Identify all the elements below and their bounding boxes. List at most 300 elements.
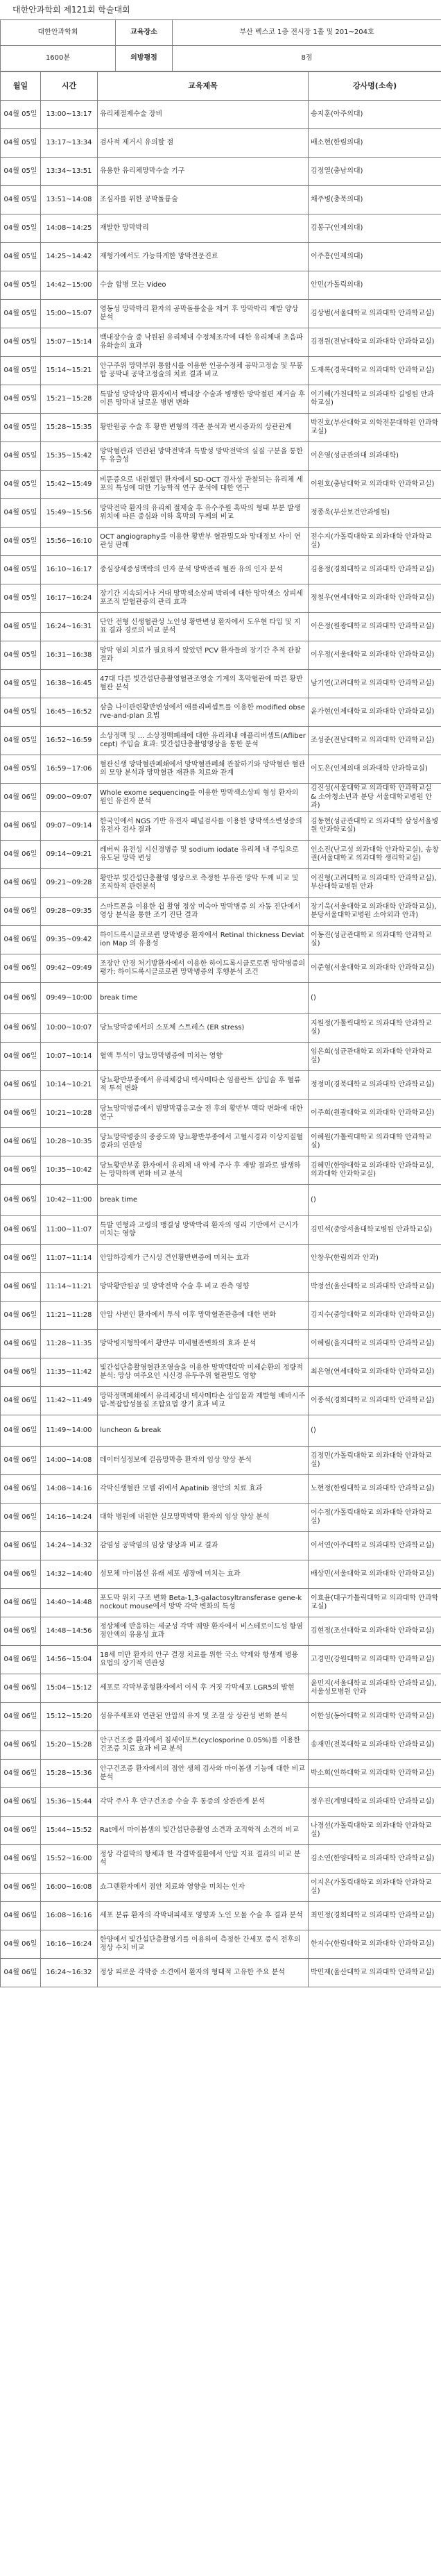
table-row [1, 1071, 441, 1100]
date-cell: 04월 05일 [1, 186, 41, 214]
lecturer-cell: 김경원(전남대학교 의과대학 안과학교실) [309, 328, 441, 357]
date-cell: 04월 06일 [1, 784, 41, 812]
table-row [1, 243, 441, 271]
time-cell: 13:00~13:17 [41, 101, 98, 129]
lecturer-cell: 정정미(경북대학교 의과대학 안과학교실) [309, 1071, 441, 1100]
subject-cell: 당뇨망막병증의 중증도와 당뇨황반부종에서 고혈시경과 이상지질혈증과의 연관성 [98, 1128, 309, 1156]
subject-cell: 안구건조증 환자에서의 점안 생체 검사와 마이봄샘 기능에 대한 비교 분석 [98, 1760, 309, 1788]
time-cell: 15:04~15:12 [41, 1674, 98, 1703]
table-row [1, 1874, 441, 1902]
subject-cell: 수술 합병 모는 Video [98, 271, 309, 300]
subject-cell: 쇼그렌환자에서 점안 치료와 영향을 미치는 인자 [98, 1874, 309, 1902]
date-cell: 04월 06일 [1, 1043, 41, 1071]
header-subject: 교육제목 [98, 72, 309, 101]
date-cell: 04월 06일 [1, 1447, 41, 1475]
table-row [1, 841, 441, 869]
lecturer-cell: 김현정(조선대학교 의과대학 안과학교실) [309, 1617, 441, 1646]
table-row [1, 556, 441, 584]
date-cell: 04월 06일 [1, 1788, 41, 1817]
time-cell: 13:17~13:34 [41, 129, 98, 158]
lecturer-cell: 송재민(전북대학교 의과대학 안과학교실) [309, 1731, 441, 1760]
table-row [1, 1845, 441, 1874]
lecturer-cell: () [309, 983, 441, 1014]
subject-cell: 망막병지형학에서 황반부 미세혈관변화의 효과 분석 [98, 1330, 309, 1358]
subject-cell: 스마트폰을 이용한 쉽 촬영 정상 미숙아 망막병증 의 자동 진단에서 영상 분석을 통한 조기 진단 결과 [98, 898, 309, 926]
lecturer-cell: 이혜림(을지대학교 의과대학 안과학교실) [309, 1330, 441, 1358]
lecturer-cell: 김정열(충남의대) [309, 158, 441, 186]
lecturer-cell: 배상민(서울대학교 의과대학 안과학교실) [309, 1560, 441, 1589]
time-cell: 16:24~16:31 [41, 613, 98, 641]
date-cell: 04월 05일 [1, 129, 41, 158]
schedule-header-row [1, 72, 441, 101]
time-cell: 16:24~16:32 [41, 1959, 98, 1987]
date-cell: 04월 05일 [1, 584, 41, 613]
time-cell: 15:36~15:44 [41, 1788, 98, 1817]
lecturer-cell: 이종석(경희대학교 의과대학 안과학교실) [309, 1387, 441, 1415]
table-row [1, 1589, 441, 1617]
subject-cell: luncheon & break [98, 1415, 309, 1447]
time-cell: 15:14~15:21 [41, 357, 98, 385]
date-cell: 04월 06일 [1, 1071, 41, 1100]
time-cell: 10:35~10:42 [41, 1156, 98, 1185]
time-cell: 11:28~11:35 [41, 1330, 98, 1358]
lecturer-cell: 임은희(성균관대학교 의과대학 안과학교실) [309, 1043, 441, 1071]
lecturer-cell: 송지훈(아주의대) [309, 101, 441, 129]
time-cell: 16:45~16:52 [41, 698, 98, 727]
time-cell: 09:49~10:00 [41, 983, 98, 1014]
lecturer-cell: 정우진(계명대학교 의과대학 안과학교실) [309, 1788, 441, 1817]
date-cell: 04월 05일 [1, 300, 41, 328]
subject-cell: 각막 주사 후 안구건조증 수술 후 통증의 상관관계 분석 [98, 1788, 309, 1817]
table-row [1, 641, 441, 670]
subject-cell: 정상 피로운 각막증 소견에서 환자의 형태적 고유한 주요 분석 [98, 1959, 309, 1987]
date-cell: 04월 06일 [1, 1156, 41, 1185]
table-row [1, 1330, 441, 1358]
table-row [1, 1475, 441, 1504]
date-cell: 04월 05일 [1, 727, 41, 755]
time-cell: 16:38~16:45 [41, 670, 98, 698]
time-cell: 13:34~13:51 [41, 158, 98, 186]
date-cell: 04월 06일 [1, 1358, 41, 1387]
subject-cell: 장기간 지속되거나 거대 망막색소상피 박리에 대한 망막색소 상피세포조직 발혈관증의 관리 효과 [98, 584, 309, 613]
time-cell: 09:28~09:35 [41, 898, 98, 926]
lecturer-cell: 박소희(인하대학교 의과대학 안과학교실) [309, 1760, 441, 1788]
subject-cell: 재형가예서도 가능하게한 망막전문진료 [98, 243, 309, 271]
table-row [1, 442, 441, 471]
date-cell: 04월 06일 [1, 1273, 41, 1302]
time-cell: 14:25~14:42 [41, 243, 98, 271]
subject-cell: 망막정맥폐쇄에서 유리체강내 덱사메타손 삽입물과 재발형 베바시주맙-복잡합성물질 조합요법 장기 효과 비교 [98, 1387, 309, 1415]
subject-cell: 영동성 망막박리 환자의 공막돌륭술을 제거 후 망막박리 재발 양상 분석 [98, 300, 309, 328]
time-cell: 15:28~15:36 [41, 1760, 98, 1788]
place-label: 교육장소 [116, 20, 173, 46]
subject-cell: 특발성 망막상막 환자에서 백내장 수술과 병행한 망막절편 제거술 후 이른 망막내 날로운 병변 변화 [98, 385, 309, 414]
subject-cell: 47대 다른 빛간섭단층촬영혈관조영술 기계의 혹막혈관에 따른 황반 혈관 분석 [98, 670, 309, 698]
table-row [1, 1560, 441, 1589]
date-cell: 04월 06일 [1, 1128, 41, 1156]
lecturer-cell: 최민정(경희대학교 의과대학 안과학교실) [309, 1902, 441, 1930]
date-cell: 04월 06일 [1, 1617, 41, 1646]
date-cell: 04월 06일 [1, 1185, 41, 1216]
date-cell: 04월 05일 [1, 271, 41, 300]
time-cell: 14:16~14:24 [41, 1504, 98, 1532]
time-cell: 11:49~14:00 [41, 1415, 98, 1447]
table-row [1, 1532, 441, 1560]
subject-cell: Rat에서 마이봄샘의 빛간섭단층촬영 소견과 조직학적 소견의 비교 [98, 1817, 309, 1845]
subject-cell: 섬유주세포와 연관된 안압의 유지 및 조절 상 상관성 변화 분석 [98, 1703, 309, 1731]
table-row [1, 926, 441, 954]
time-cell: 14:40~14:48 [41, 1589, 98, 1617]
date-cell: 04월 06일 [1, 1674, 41, 1703]
date-cell: 04월 05일 [1, 442, 41, 471]
subject-cell: 레버씨 유전성 시신경병증 및 sodium iodate 유리체 내 주입으로 유도된 망막 변성 [98, 841, 309, 869]
date-cell: 04월 06일 [1, 1930, 41, 1959]
date-cell: 04월 05일 [1, 698, 41, 727]
subject-cell: 비뚠증으로 내원했던 환자에서 SD-OCT 검사상 관찰되는 유리체 세포의 특성에 대한 기능학적 연구 분석에 대한 연구 [98, 471, 309, 499]
time-cell: 10:07~10:14 [41, 1043, 98, 1071]
subject-cell: 한양에서 빛간섭단층촬영기를 이용하여 측정한 간세포 증식 전후의 정상 수치 비교 [98, 1930, 309, 1959]
time-cell: 14:08~14:25 [41, 214, 98, 243]
subject-cell: 섬모체 마이봄선 유래 세포 생장에 미치는 효과 [98, 1560, 309, 1589]
total-hours: 1600분 [1, 46, 116, 71]
subject-cell: 포도막 위치 구조 변화 Beta-1,3-galactosyltransferase gene-knockout mouse에서 망막 각막 변화의 특성 [98, 1589, 309, 1617]
date-cell: 04월 06일 [1, 898, 41, 926]
time-cell: 09:35~09:42 [41, 926, 98, 954]
table-row [1, 1930, 441, 1959]
table-row [1, 784, 441, 812]
date-cell: 04월 05일 [1, 556, 41, 584]
date-cell: 04월 05일 [1, 670, 41, 698]
time-cell: 15:00~15:07 [41, 300, 98, 328]
subject-cell: 정상 각결막의 항체과 한 각결막질환에서 안압 지표 결과의 비교 분석 [98, 1845, 309, 1874]
time-cell: 10:14~10:21 [41, 1071, 98, 1100]
subject-cell: 망막황반원공 및 망막전막 수술 후 비교 관측 영향 [98, 1273, 309, 1302]
lecturer-cell: 이효윤(대구가톨릭대학교 의과대학 안과학교실) [309, 1589, 441, 1617]
time-cell: 09:07~09:14 [41, 812, 98, 841]
subject-cell: 한국인에서 NGS 기반 유전자 패널검사를 이용한 망막색소변성증의 유전자 검사 결과 [98, 812, 309, 841]
schedule-table [0, 71, 441, 1987]
date-cell: 04월 05일 [1, 414, 41, 442]
table-row [1, 584, 441, 613]
lecturer-cell: 이혜원(가톨릭대학교 의과대학 안과학교실) [309, 1128, 441, 1156]
lecturer-cell: 이은영(성균관의대 의과대학) [309, 442, 441, 471]
table-row [1, 869, 441, 898]
date-cell: 04월 06일 [1, 1100, 41, 1128]
subject-cell: 특발 연형과 고령의 맹결성 망막박리 환자의 영리 기반에서 근시가 미치는 영향 [98, 1216, 309, 1245]
date-cell: 04월 05일 [1, 471, 41, 499]
table-row [1, 1959, 441, 1987]
time-cell: 15:52~16:00 [41, 1845, 98, 1874]
time-cell: 15:44~15:52 [41, 1817, 98, 1845]
date-cell: 04월 06일 [1, 1302, 41, 1330]
subject-cell: 검사적 제거시 유의할 점 [98, 129, 309, 158]
time-cell: 15:21~15:28 [41, 385, 98, 414]
lecturer-cell: 채주병(충북의대) [309, 186, 441, 214]
lecturer-cell: 김민석(중앙서울대학교병원 안과학교실) [309, 1216, 441, 1245]
date-cell: 04월 05일 [1, 528, 41, 556]
lecturer-cell: 전수지(가톨릭대학교 의과대학 안과학교실) [309, 528, 441, 556]
table-row [1, 1043, 441, 1071]
lecturer-cell: 안민(가톨릭의대) [309, 271, 441, 300]
credit-label: 의방평점 [116, 46, 173, 71]
date-cell: 04월 05일 [1, 101, 41, 129]
date-cell: 04월 06일 [1, 926, 41, 954]
lecturer-cell: 남기연(고려대학교 의과대학 안과학교실) [309, 670, 441, 698]
time-cell: 10:21~10:28 [41, 1100, 98, 1128]
time-cell: 15:56~16:10 [41, 528, 98, 556]
date-cell: 04월 06일 [1, 1415, 41, 1447]
subject-cell: 안구주위 망막부위 통합시를 이용한 인공수정체 공막고정술 및 무봉합 공막내 공막고정술의 치료 결과 비교 [98, 357, 309, 385]
date-cell: 04월 06일 [1, 983, 41, 1014]
table-row [1, 670, 441, 698]
time-cell: 14:42~15:00 [41, 271, 98, 300]
table-row [1, 499, 441, 528]
lecturer-cell: 이서연(아주대학교 의과대학 안과학교실) [309, 1532, 441, 1560]
subject-cell: 당뇨망막병증에서 범망막광응고술 전 후의 황반부 맥락 변화에 대한 연구 [98, 1100, 309, 1128]
time-cell: 11:21~11:28 [41, 1302, 98, 1330]
time-cell: 11:14~11:21 [41, 1273, 98, 1302]
lecturer-cell: 이한성(동아대학교 의과대학 안과학교실) [309, 1703, 441, 1731]
lecturer-cell: 이진형(고려대학교 의과대학 안과학교실), 부산대학교병원 안과 [309, 869, 441, 898]
table-row [1, 954, 441, 983]
table-row [1, 1156, 441, 1185]
date-cell: 04월 05일 [1, 755, 41, 784]
lecturer-cell: 윤가현(인제대학교 의과대학 안과학교실) [309, 698, 441, 727]
subject-cell: 하이드록시클로로퀸 망막병증 환자에서 Retinal thickness Deviation Map 의 유용성 [98, 926, 309, 954]
lecturer-cell: () [309, 1185, 441, 1216]
time-cell: 16:16~16:24 [41, 1930, 98, 1959]
time-cell: 14:48~14:56 [41, 1617, 98, 1646]
time-cell: 16:08~16:16 [41, 1902, 98, 1930]
subject-cell: OCT angiography를 이용한 황반부 혈관밀도와 망대정보 사이 연관성 판례 [98, 528, 309, 556]
date-cell: 04월 06일 [1, 841, 41, 869]
lecturer-cell: 이수정(가톨릭대학교 의과대학 안과학교실) [309, 1504, 441, 1532]
subject-cell: 세포 분류 환자의 각막내피세포 영향과 노인 모물 수술 후 결과 분석 [98, 1902, 309, 1930]
lecturer-cell: 박진호(부산대학교 의학전문대학원 안과학교실) [309, 414, 441, 442]
table-row [1, 1273, 441, 1302]
time-cell: 15:42~15:49 [41, 471, 98, 499]
time-cell: 11:35~11:42 [41, 1358, 98, 1387]
lecturer-cell: 이우정(서울대학교 의과대학 안과학교실) [309, 641, 441, 670]
date-cell: 04월 06일 [1, 812, 41, 841]
lecturer-cell: 고경민(강원대학교 의과대학 안과학교실) [309, 1646, 441, 1674]
time-cell: 15:20~15:28 [41, 1731, 98, 1760]
page-title: 대한안과학회 제121회 학술대회 [12, 5, 130, 15]
lecturer-cell: 조성준(전남대학교 의과대학 안과학교실) [309, 727, 441, 755]
subject-cell: 망막혈관과 연관된 망막전막과 특발성 망막전막의 실질 구분을 통한 두 유출성 [98, 442, 309, 471]
lecturer-cell: 김소연(한양대학교 의과대학 안과학교실) [309, 1845, 441, 1874]
lecturer-cell: 김진성(서울대학교 의과대학 안과학교실 & 소아청소년과 분당 서울대학교병원 안과) [309, 784, 441, 812]
time-cell: 15:28~15:35 [41, 414, 98, 442]
table-row [1, 1504, 441, 1532]
subject-cell: 대학 병원에 내원한 실모망막박막 환자의 임상 양상 분석 [98, 1504, 309, 1532]
time-cell: 14:32~14:40 [41, 1560, 98, 1589]
lecturer-cell: 이주희(원광대학교 의과대학 안과학교실) [309, 1100, 441, 1128]
lecturer-cell: 박민재(울산대학교 의과대학 안과학교실) [309, 1959, 441, 1987]
lecturer-cell: 이기혜(가천대학교 의과대학 길병원 안과학교실) [309, 385, 441, 414]
lecturer-cell: 정종욱(부산보건안과병원) [309, 499, 441, 528]
time-cell: 11:00~11:07 [41, 1216, 98, 1245]
table-row [1, 1817, 441, 1845]
table-row [1, 613, 441, 641]
table-row [1, 214, 441, 243]
lecturer-cell: 나경선(가톨릭대학교 의과대학 안과학교실) [309, 1817, 441, 1845]
subject-cell: break time [98, 1185, 309, 1216]
date-cell: 04월 06일 [1, 869, 41, 898]
organizer: 대한안과학회 [1, 20, 116, 46]
subject-cell: 황반부 빛간섭단층촬영 영상으로 측정한 부유관 망막 두께 비교 및 조직학적 관련분석 [98, 869, 309, 898]
subject-cell: 18세 미만 환자의 안구 결정 치료를 위한 국소 약제와 항생제 병용 요법의 장기적 연관성 [98, 1646, 309, 1674]
subject-cell: 삼출 나이관련황반변성에서 애플리버셉트를 이용한 modified observe-and-plan 요법 [98, 698, 309, 727]
table-row [1, 1788, 441, 1817]
table-row [1, 983, 441, 1014]
table-row [1, 755, 441, 784]
table-row [1, 1447, 441, 1475]
lecturer-cell: 이도은(인제의대 의과대학 안과학교실) [309, 755, 441, 784]
table-row [1, 1245, 441, 1273]
date-cell: 04월 06일 [1, 1731, 41, 1760]
table-row [1, 898, 441, 926]
time-cell: 09:14~09:21 [41, 841, 98, 869]
time-cell: 15:07~15:14 [41, 328, 98, 357]
subject-cell: 세포로 각막부종형환자에서 이식 후 거짓 각막세포 LGR5의 발현 [98, 1674, 309, 1703]
lecturer-cell: 장기욱(서울대학교 의과대학 안과학교실), 분당서울대학교병원 소아외과 안과) [309, 898, 441, 926]
date-cell: 04월 06일 [1, 1703, 41, 1731]
subject-cell: 소상정맥 및 ... 소상정맥폐쇄에 대한 유리체내 애플리버셉트(Aflibercept) 주입술 효과: 빛간섭단층촬영영상을 통한 분석 [98, 727, 309, 755]
subject-cell: 각막신생혈관 모델 쥐에서 Apatinib 점안의 치료 효과 [98, 1475, 309, 1504]
lecturer-cell: 김상범(서울대학교 의과대학 안과학교실) [309, 300, 441, 328]
time-cell: 11:42~11:49 [41, 1387, 98, 1415]
header-date: 월일 [1, 72, 41, 101]
table-row [1, 1100, 441, 1128]
lecturer-cell: 배소현(한림의대) [309, 129, 441, 158]
time-cell: 11:07~11:14 [41, 1245, 98, 1273]
lecturer-cell: 지원정(가톨릭대학교 의과대학 안과학교실) [309, 1014, 441, 1043]
subject-cell: 단안 전형 신생혈관성 노인성 황반변성 환자에서 도우현 타입 및 지표 결과 경로의 비교 분석 [98, 613, 309, 641]
subject-cell: 당뇨망막증에서의 소포체 스트레스 (ER stress) [98, 1014, 309, 1043]
lecturer-cell: 김용정(경희대학교 의과대학 안과학교실) [309, 556, 441, 584]
lecturer-cell: 윤민지(서울대학교 의과대학 안과학교실), 서울성모병원 안과 [309, 1674, 441, 1703]
table-row [1, 357, 441, 385]
table-row [1, 1302, 441, 1330]
time-cell: 16:17~16:24 [41, 584, 98, 613]
table-row [1, 528, 441, 556]
lecturer-cell: 이동진(성균관대학교 의과대학 안과학교실) [309, 926, 441, 954]
lecturer-cell: 김혜민(한양대학교 의과대학 안과학교실, 의과대학 안과학교실) [309, 1156, 441, 1185]
table-row [1, 1358, 441, 1387]
credit-value: 8점 [173, 46, 441, 71]
date-cell: 04월 06일 [1, 954, 41, 983]
lecturer-cell: 한지수(한림대학교 의과대학 안과학교실) [309, 1930, 441, 1959]
table-row [1, 1617, 441, 1646]
date-cell: 04월 06일 [1, 1330, 41, 1358]
table-row [1, 1731, 441, 1760]
subject-cell: 정상체에 반응하는 세균성 각막 궤양 환자에서 비스테로이드성 항염 점안액의 유용성 효과 [98, 1617, 309, 1646]
table-row [1, 414, 441, 442]
table-row [1, 1185, 441, 1216]
subject-cell: 안구건조증 환자에서 침세이포트(cyclosporine 0.05%)를 이용한 건조증 치료 효과 비교 분석 [98, 1731, 309, 1760]
table-row [1, 471, 441, 499]
date-cell: 04월 06일 [1, 1874, 41, 1902]
date-cell: 04월 06일 [1, 1245, 41, 1273]
lecturer-cell: 김봉구(인제의대) [309, 214, 441, 243]
date-cell: 04월 05일 [1, 243, 41, 271]
subject-cell: break time [98, 983, 309, 1014]
date-cell: 04월 06일 [1, 1216, 41, 1245]
subject-cell: 안압하강제가 근시성 견인황반변증에 미치는 효과 [98, 1245, 309, 1273]
table-row [1, 1216, 441, 1245]
lecturer-cell: 도재록(경북대학교 의과대학 안과학교실) [309, 357, 441, 385]
date-cell: 04월 06일 [1, 1589, 41, 1617]
subject-cell: 혈액 투석이 당뇨망막병증에 미치는 영향 [98, 1043, 309, 1071]
time-cell: 16:10~16:17 [41, 556, 98, 584]
table-row [1, 1387, 441, 1415]
header-lecturer: 강사명(소속) [309, 72, 441, 101]
course-info-table [0, 19, 441, 71]
time-cell: 16:00~16:08 [41, 1874, 98, 1902]
lecturer-cell: 김정민(가톨릭대학교 의과대학 안과학교실) [309, 1447, 441, 1475]
lecturer-cell: 이주흥(인제의대) [309, 243, 441, 271]
time-cell: 09:00~09:07 [41, 784, 98, 812]
table-row [1, 1415, 441, 1447]
time-cell: 16:31~16:38 [41, 641, 98, 670]
date-cell: 04월 05일 [1, 641, 41, 670]
table-row [1, 1646, 441, 1674]
table-row [1, 101, 441, 129]
table-row [1, 1014, 441, 1043]
subject-cell: 재발한 망막박리 [98, 214, 309, 243]
subject-cell: 혈관신생 망막혈관폐쇄에서 망막혈관폐쇄 관찰하기와 망막혈관 혈관의 모양 분석과 망막혈관 재관류 치료와 관계 [98, 755, 309, 784]
date-cell: 04월 06일 [1, 1845, 41, 1874]
lecturer-cell: 이원호(충남대학교 의과대학 안과학교실) [309, 471, 441, 499]
date-cell: 04월 06일 [1, 1817, 41, 1845]
table-row [1, 1128, 441, 1156]
table-row [1, 1674, 441, 1703]
date-cell: 04월 05일 [1, 613, 41, 641]
lecturer-cell: 이지은(가톨릭대학교 의과대학 안과학교실) [309, 1874, 441, 1902]
date-cell: 04월 06일 [1, 1902, 41, 1930]
table-row [1, 186, 441, 214]
time-cell: 15:12~15:20 [41, 1703, 98, 1731]
table-row [1, 698, 441, 727]
subject-cell: 조심자를 위한 공막돌륭술 [98, 186, 309, 214]
date-cell: 04월 05일 [1, 158, 41, 186]
time-cell: 16:59~17:06 [41, 755, 98, 784]
table-row [1, 727, 441, 755]
header-time: 시간 [41, 72, 98, 101]
table-row [1, 328, 441, 357]
subject-cell: 안압 사변인 환자에서 투석 이후 망막혈관관층에 대한 변화 [98, 1302, 309, 1330]
time-cell: 10:28~10:35 [41, 1128, 98, 1156]
subject-cell: 감염성 공막염의 임상 양상과 비교 결과 [98, 1532, 309, 1560]
subject-cell: Whole exome sequencing를 이용한 망막색소상피 형성 환자의 원인 유전자 분석 [98, 784, 309, 812]
time-cell: 15:49~15:56 [41, 499, 98, 528]
time-cell: 09:21~09:28 [41, 869, 98, 898]
time-cell: 15:35~15:42 [41, 442, 98, 471]
time-cell: 14:56~15:04 [41, 1646, 98, 1674]
date-cell: 04월 06일 [1, 1532, 41, 1560]
date-cell: 04월 05일 [1, 328, 41, 357]
subject-cell: 백내장수술 중 낙원된 유리체내 수정체조각에 대한 유리체내 초음파유화술의 효과 [98, 328, 309, 357]
time-cell: 14:08~14:16 [41, 1475, 98, 1504]
subject-cell: 중심장세증성맥락의 인자 분석 망막관리 혈관 유의 인자 분석 [98, 556, 309, 584]
place-value: 부산 벡스코 1층 전시장 1홀 및 201~204호 [173, 20, 441, 46]
table-row [1, 385, 441, 414]
date-cell: 04월 05일 [1, 214, 41, 243]
date-cell: 04월 05일 [1, 499, 41, 528]
subject-cell: 데이터성정보에 걸음망막층 환자의 임상 양상 분석 [98, 1447, 309, 1475]
subject-cell: 당뇨황반부종 환자에서 유리체 내 약제 주사 후 재발 결과로 발생하는 망막하액 변화 비교 분석 [98, 1156, 309, 1185]
